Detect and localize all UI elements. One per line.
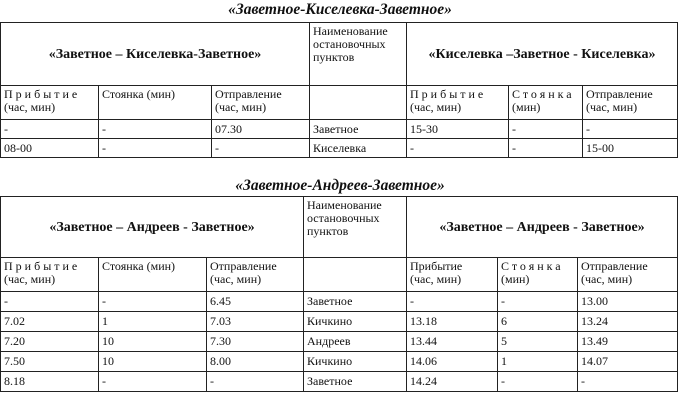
arrival-cell: -	[1, 120, 99, 139]
departure-label: Отправление	[581, 259, 648, 273]
arrival-cell: 7.20	[1, 332, 99, 352]
table-row	[1, 292, 678, 312]
stop-cell-return: -	[498, 372, 578, 392]
stop-column-header-return	[509, 86, 583, 120]
departure-unit: (час, мин)	[586, 100, 638, 114]
route-header-forward: «Заветное – Киселевка-Заветное»	[1, 23, 310, 86]
stop-cell: -	[99, 120, 212, 139]
arrival-unit: (час, мин)	[4, 272, 56, 286]
route-header-forward: «Заветное – Андреев - Заветное»	[1, 197, 304, 258]
stop-cell: 10	[99, 352, 207, 372]
arrival-cell-return: 15-30	[407, 120, 509, 139]
table-row	[1, 139, 678, 158]
table-row	[1, 120, 678, 139]
departure-cell-return: -	[578, 372, 678, 392]
stops-empty-cell	[304, 258, 407, 292]
stop-cell: 10	[99, 332, 207, 352]
table-row	[1, 372, 678, 392]
arrival-label: Прибытие	[4, 259, 81, 273]
stop-unit: (мин)	[501, 272, 530, 286]
stop-name-cell: Кичкино	[304, 352, 407, 372]
arrival-cell: 8.18	[1, 372, 99, 392]
stop-name-cell: Заветное	[310, 120, 407, 139]
departure-column-header	[207, 258, 304, 292]
table-row	[1, 332, 678, 352]
departure-column-header	[212, 86, 310, 120]
table-row	[1, 352, 678, 372]
departure-column-header-return	[578, 258, 678, 292]
arrival-cell: -	[1, 292, 99, 312]
departure-cell-return: -	[583, 120, 678, 139]
departure-cell: 6.45	[207, 292, 304, 312]
schedule-title-zavetnoe-kiselevka: «Заветное-Киселевка-Заветное»	[228, 1, 452, 18]
departure-cell-return: 13.24	[578, 312, 678, 332]
table-row	[1, 312, 678, 332]
stop-name-cell: Киселевка	[310, 139, 407, 158]
arrival-cell-return: 14.24	[407, 372, 498, 392]
arrival-cell-return: -	[407, 292, 498, 312]
departure-unit: (час, мин)	[210, 272, 262, 286]
arrival-column-header	[1, 258, 99, 292]
stops-column-header: Наименование остановочных пунктов	[304, 197, 407, 258]
stop-label: Стоянка	[501, 259, 564, 273]
departure-unit: (час, мин)	[581, 272, 633, 286]
departure-cell: 8.00	[207, 352, 304, 372]
departure-cell: -	[207, 372, 304, 392]
departure-cell: 7.30	[207, 332, 304, 352]
stop-label: Стоянка	[512, 87, 575, 101]
arrival-column-header-return	[407, 258, 498, 292]
departure-cell-return: 13.00	[578, 292, 678, 312]
stop-cell-return: -	[509, 139, 583, 158]
schedule-title-zavetnoe-andreev: «Заветное-Андреев-Заветное»	[235, 177, 445, 194]
route-header-return: «Киселевка –Заветное - Киселевка»	[407, 23, 678, 86]
departure-cell: -	[212, 139, 310, 158]
stop-cell-return: 1	[498, 352, 578, 372]
stops-empty-cell	[310, 86, 407, 120]
stop-cell: -	[99, 292, 207, 312]
arrival-cell: 7.50	[1, 352, 99, 372]
stop-cell-return: 5	[498, 332, 578, 352]
arrival-cell-return: 13.18	[407, 312, 498, 332]
schedule-table-zavetnoe-kiselevka	[0, 22, 678, 158]
stop-cell: 1	[99, 312, 207, 332]
arrival-label: Прибытие	[4, 87, 81, 101]
schedule-table-zavetnoe-andreev	[0, 196, 678, 392]
stop-name-cell: Заветное	[304, 372, 407, 392]
stop-unit: (мин)	[512, 100, 541, 114]
stop-cell: -	[99, 372, 207, 392]
departure-label: Отправление	[586, 87, 653, 101]
stop-name-cell: Кичкино	[304, 312, 407, 332]
arrival-cell-return: -	[407, 139, 509, 158]
departure-cell-return: 14.07	[578, 352, 678, 372]
stop-cell-return: -	[498, 292, 578, 312]
arrival-unit: (час, мин)	[410, 272, 462, 286]
departure-unit: (час, мин)	[215, 100, 267, 114]
arrival-cell: 08-00	[1, 139, 99, 158]
stop-column-header-return	[498, 258, 578, 292]
stop-cell-return: -	[509, 120, 583, 139]
stops-column-header: Наименование остановочных пунктов	[310, 23, 407, 86]
arrival-unit: (час, мин)	[4, 100, 56, 114]
stop-cell: -	[99, 139, 212, 158]
departure-column-header-return	[583, 86, 678, 120]
arrival-column-header	[1, 86, 99, 120]
arrival-cell: 7.02	[1, 312, 99, 332]
arrival-label: Прибытие	[410, 259, 463, 273]
arrival-unit: (час, мин)	[410, 100, 462, 114]
departure-label: Отправление	[210, 259, 277, 273]
stop-column-header: Стоянка (мин)	[99, 86, 212, 120]
departure-cell: 7.03	[207, 312, 304, 332]
arrival-cell-return: 14.06	[407, 352, 498, 372]
arrival-label: Прибытие	[410, 87, 487, 101]
arrival-column-header-return	[407, 86, 509, 120]
arrival-cell-return: 13.44	[407, 332, 498, 352]
departure-cell-return: 13.49	[578, 332, 678, 352]
route-header-return: «Заветное – Андреев - Заветное»	[407, 197, 678, 258]
departure-cell: 07.30	[212, 120, 310, 139]
departure-label: Отправление	[215, 87, 282, 101]
stop-name-cell: Андреев	[304, 332, 407, 352]
stop-column-header: Стоянка (мин)	[99, 258, 207, 292]
departure-cell-return: 15-00	[583, 139, 678, 158]
stop-name-cell: Заветное	[304, 292, 407, 312]
stop-cell-return: 6	[498, 312, 578, 332]
